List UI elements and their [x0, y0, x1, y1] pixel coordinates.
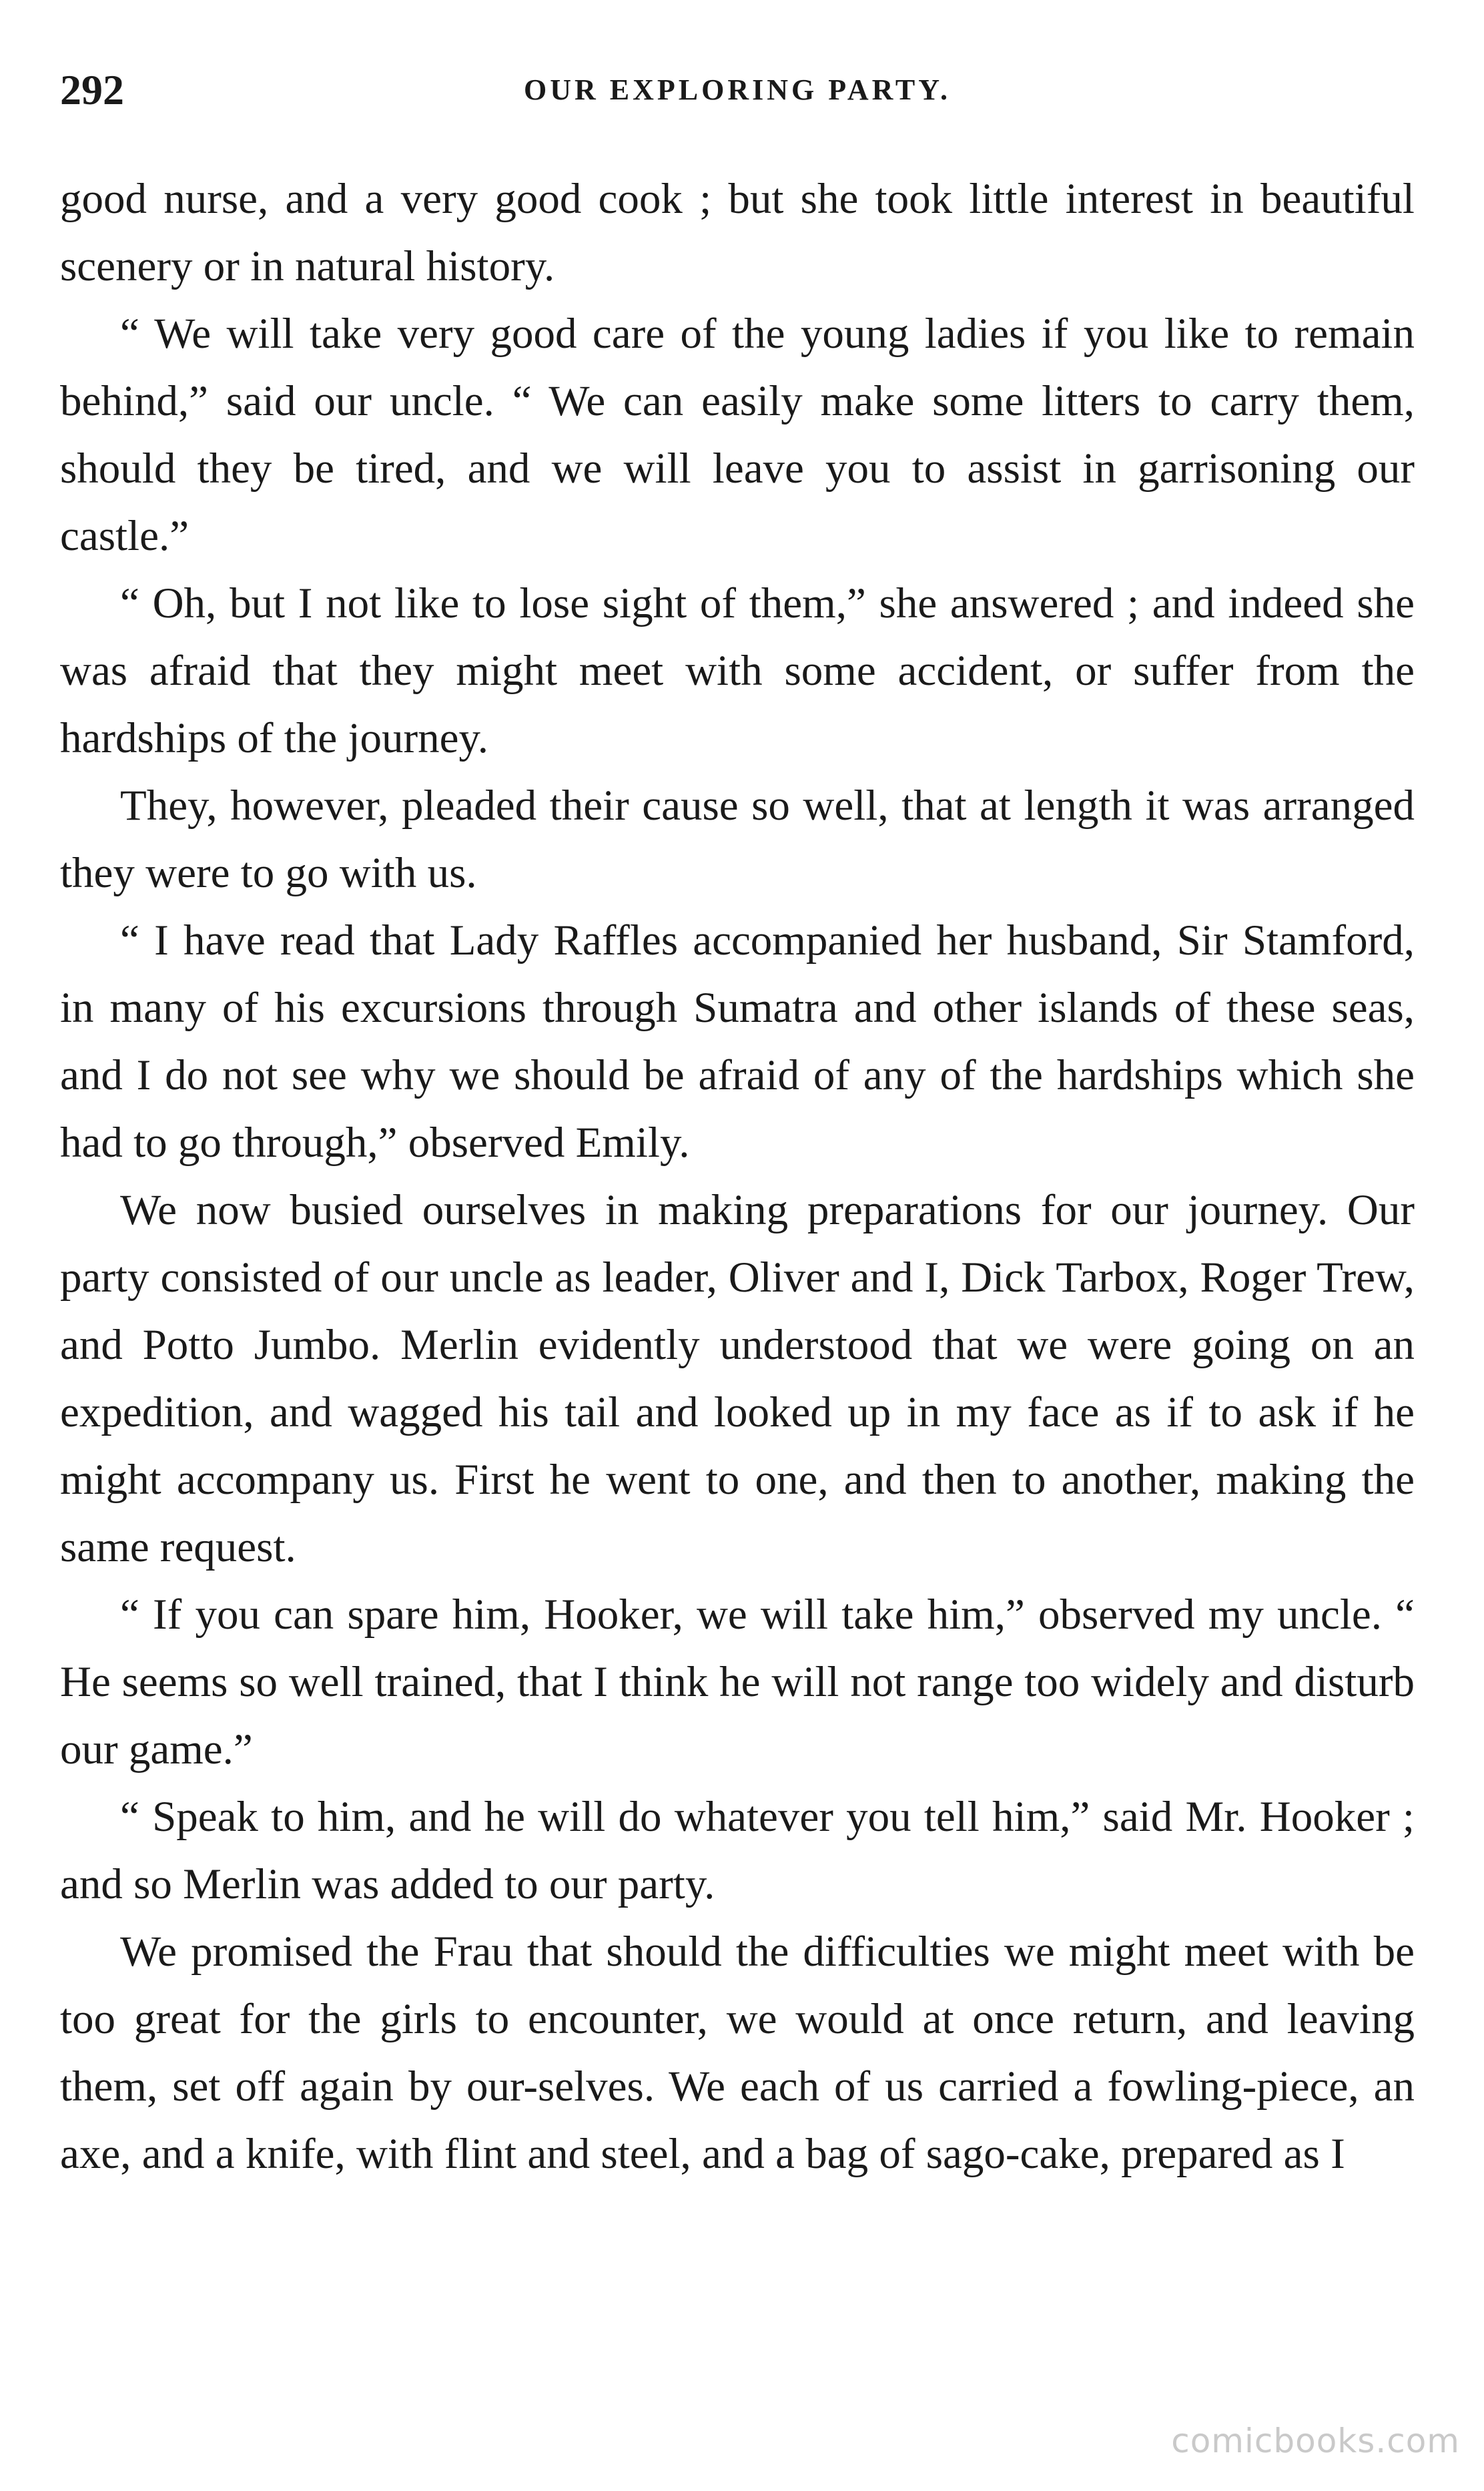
paragraph: “ Oh, but I not like to lose sight of them,” she answered ; and indeed she was afraid that they might meet with some accident, or suffer from the hardships of the journey. — [60, 579, 1415, 762]
watermark: comicbooks.com — [1171, 2422, 1460, 2460]
page-header — [60, 60, 1415, 120]
running-head: OUR EXPLORING PARTY. — [524, 73, 951, 106]
paragraph: We now busied ourselves in making preparations for our journey. Our party consisted of our uncle as leader, Oliver and I, Dick Tarbox, Roger Trew, and Potto Jumbo. Merlin evidently understood that we were going on an expedition, and wagged his tail and looked up in my face as if to ask if he might accompany us. First he went to one, and then to another, making the same request. — [60, 1186, 1415, 1571]
paragraph: “ If you can spare him, Hooker, we will take him,” observed my uncle. “ He seems so well trained, that I think he will not range too widely and disturb our game.” — [60, 1591, 1415, 1773]
paragraph: We promised the Frau that should the difficulties we might meet with be too great for the girls to encounter, we would at once return, and leaving them, set off again by our-selves. We each of us carried a fowling-piece, an axe, and a knife, with flint and steel, and a bag of sago-cake, prepared as I — [60, 1928, 1415, 2178]
paragraph: They, however, pleaded their cause so well, that at length it was arranged they were to go with us. — [60, 782, 1415, 897]
book-page — [60, 60, 1415, 2436]
paragraph: “ We will take very good care of the young ladies if you like to remain behind,” said our uncle. “ We can easily make some litters to carry them, should they be tired, and we will leave you to assist in garrisoning our castle.” — [60, 310, 1415, 560]
paragraph: “ I have read that Lady Raffles accompanied her husband, Sir Stamford, in many of his excursions through Sumatra and other islands of these seas, and I do not see why we should be afraid of any of the hardships which she had to go through,” observed Emily. — [60, 916, 1415, 1167]
paragraph: good nurse, and a very good cook ; but she took little interest in beautiful scenery or in natural history. — [60, 175, 1415, 290]
body-text — [60, 166, 1415, 2188]
page-number: 292 — [60, 66, 124, 113]
paragraph: “ Speak to him, and he will do whatever you tell him,” said Mr. Hooker ; and so Merlin was added to our party. — [60, 1793, 1415, 1908]
